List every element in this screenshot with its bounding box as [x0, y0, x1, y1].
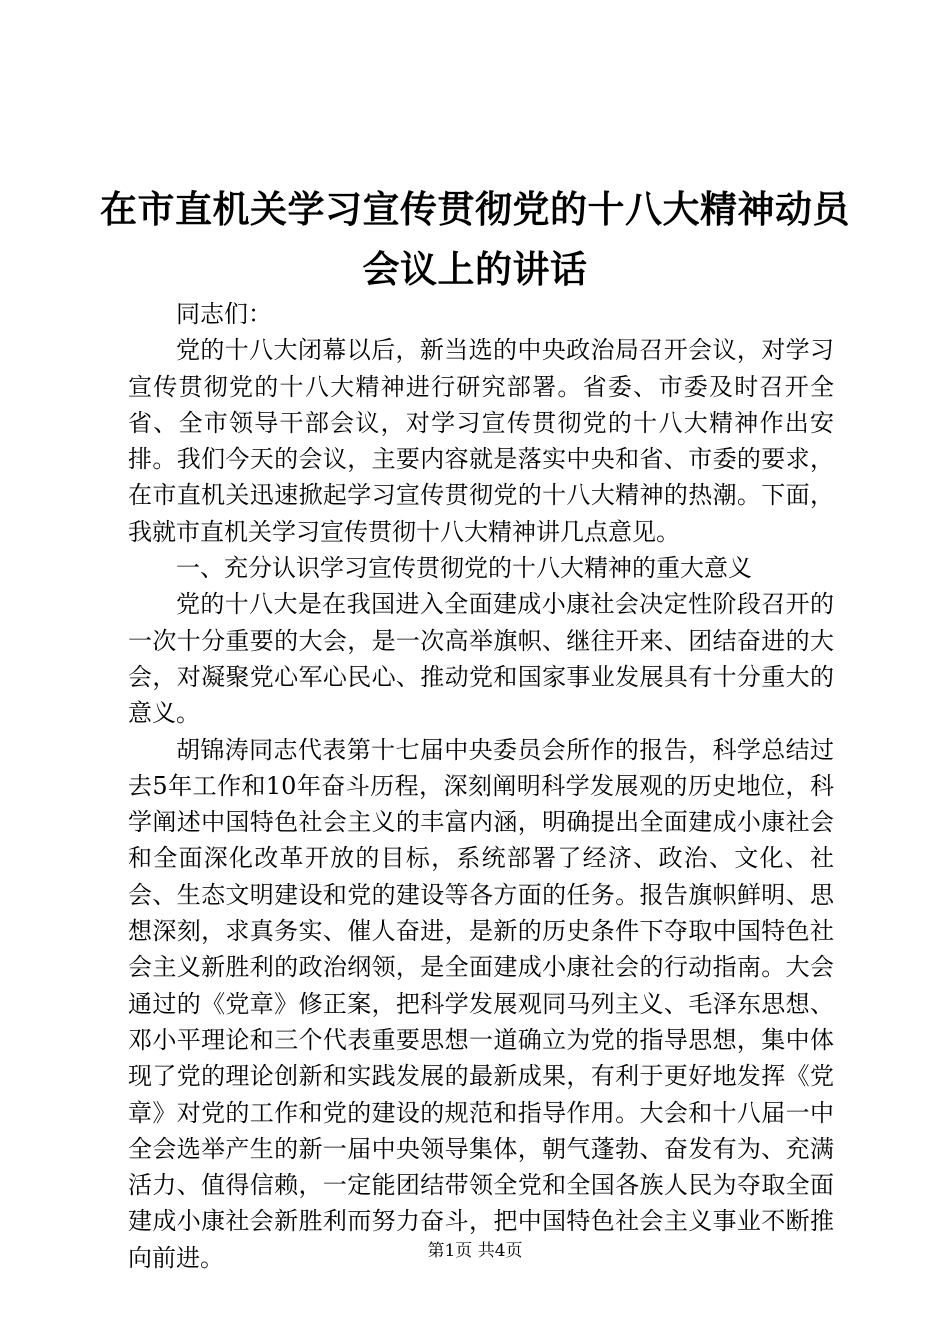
paragraph-intro: 党的十八大闭幕以后，新当选的中央政治局召开会议，对学习宣传贯彻党的十八大精神进行研究部署。省委、市委及时召开全省、全市领导干部会议，对学习宣传贯彻党的十八大精神作出安排。我们今天的会议，主要内容就是落实中央和省、市委的要求，在市直机关迅速掀起学习宣传贯彻党的十八大精神的热潮。下面，我就市直机关学习宣传贯彻十八大精神讲几点意见。: [128, 336, 834, 546]
document-title-line-2: 会议上的讲话: [362, 248, 588, 291]
page-footer: 第1页 共4页: [427, 1241, 523, 1261]
document-body: [128, 296, 834, 1276]
section-heading-1: 一、充分认识学习宣传贯彻党的十八大精神的重大意义: [176, 554, 752, 583]
salutation: 同志们：: [176, 300, 272, 328]
paragraph-report: 胡锦涛同志代表第十七届中央委员会所作的报告，科学总结过去5年工作和10年奋斗历程，深刻阐明科学发展观的历史地位，科学阐述中国特色社会主义的丰富内涵，明确提出全面建成小康社会和全面深化改革开放的目标，系统部署了经济、政治、文化、社会、生态文明建设和党的建设等各方面的任务。报告旗帜鲜明、思想深刻，求真务实、催人奋进，是新的历史条件下夺取中国特色社会主义新胜利的政治纲领，是全面建成小康社会的行动指南。大会通过的《党章》修正案，把科学发展观同马列主义、毛泽东思想、邓小平理论和三个代表重要思想一道确立为党的指导思想，集中体现了党的理论创新和实践发展的最新成果，有利于更好地发挥《党章》对党的工作和党的建设的规范和指导作用。大会和十八届一中全会选举产生的新一届中央领导集体，朝气蓬勃、奋发有为、充满活力、值得信赖，一定能团结带领全党和全国各族人民为夺取全面建成小康社会新胜利而努力奋斗，把中国特色社会主义事业不断推向前进。: [128, 735, 834, 1272]
paragraph-significance: 党的十八大是在我国进入全面建成小康社会决定性阶段召开的一次十分重要的大会，是一次高举旗帜、继往开来、团结奋进的大会，对凝聚党心军心民心、推动党和国家事业发展具有十分重大的意义。: [128, 590, 834, 728]
document-title-line-1: 在市直机关学习宣传贯彻党的十八大精神动员: [100, 188, 850, 231]
